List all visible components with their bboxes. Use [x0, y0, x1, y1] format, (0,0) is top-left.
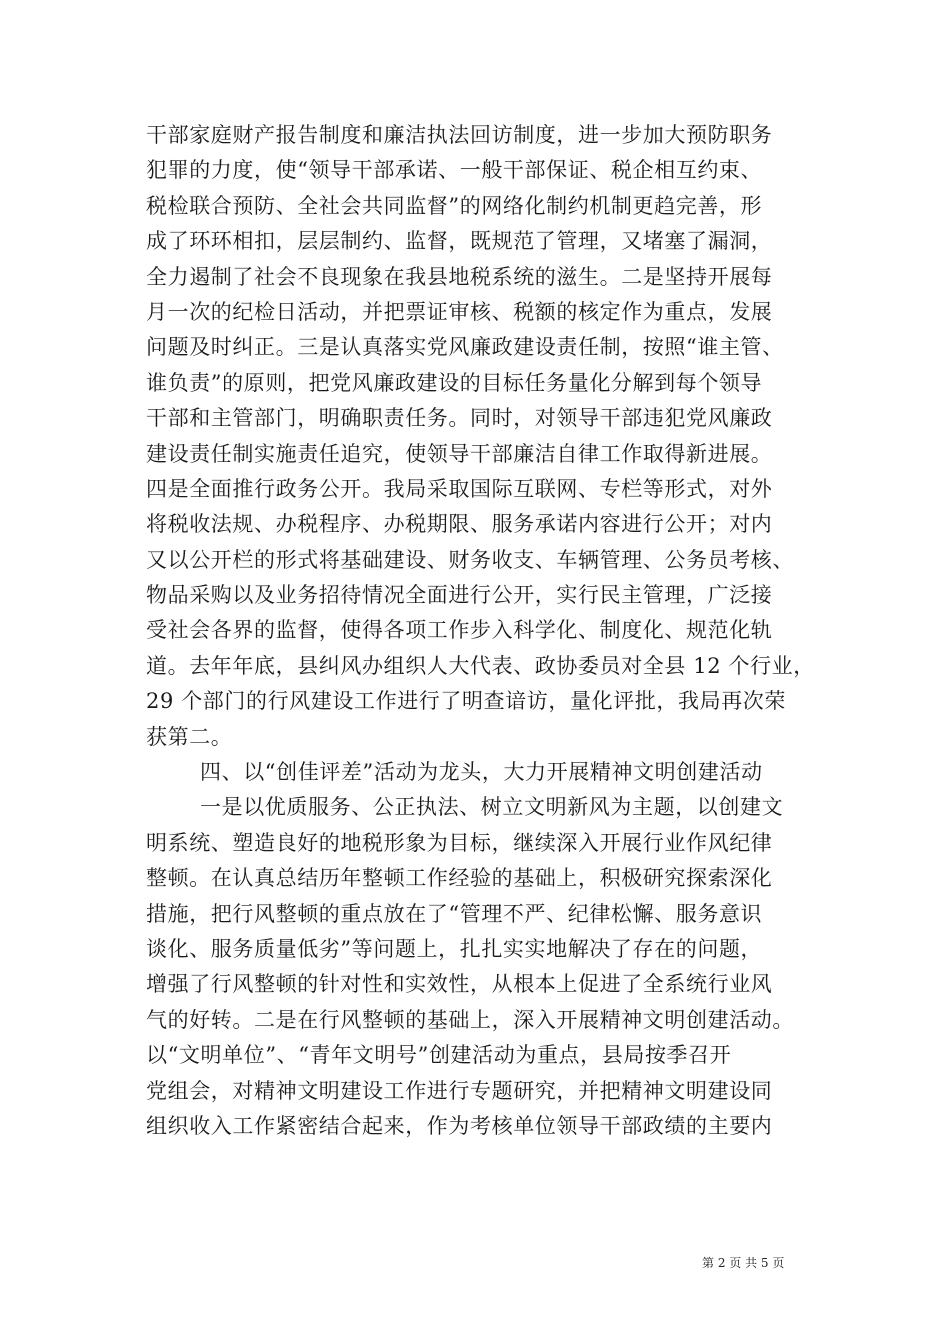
text-line: 增强了行风整顿的针对性和实效性，从根本上促进了全系统行业风	[146, 972, 773, 997]
paragraph-start: 一是以优质服务、公正执法、树立文明新风为主题，以创建文	[200, 795, 784, 820]
text-line: 气的好转。二是在行风整顿的基础上，深入开展精神文明创建活动。	[146, 1007, 794, 1032]
text-line: 措施，把行风整顿的重点放在了“管理不严、纪律松懈、服务意识	[146, 901, 763, 926]
text-line: 干部和主管部门，明确职责任务。同时，对领导干部违犯党风廉政	[146, 406, 773, 431]
text-line: 物品采购以及业务招待情况全面进行公开，实行民主管理，广泛接	[146, 583, 773, 608]
text-line: 整顿。在认真总结历年整顿工作经验的基础上，积极研究探索深化	[146, 866, 773, 891]
text-line: 29 个部门的行风建设工作进行了明查谙访，量化评批，我局再次荣	[146, 689, 786, 714]
text-line: 谁负责”的原则，把党风廉政建设的目标任务量化分解到每个领导	[146, 370, 763, 395]
text-line: 全力遏制了社会不良现象在我县地税系统的滋生。二是坚持开展每	[146, 264, 773, 289]
text-line: 道。去年年底，县纠风办组织人大代表、政协委员对全县 12 个行业，	[146, 653, 815, 678]
text-line: 组织收入工作紧密结合起来，作为考核单位领导干部政绩的主要内	[146, 1113, 773, 1138]
text-line: 又以公开栏的形式将基础建设、财务收支、车辆管理、公务员考核、	[146, 547, 794, 572]
body-text	[146, 118, 818, 1144]
text-line: 月一次的纪检日活动，并把票证审核、税额的核定作为重点，发展	[146, 299, 773, 324]
page-number-footer: 第 2 页 共 5 页	[702, 1256, 785, 1270]
text-line: 税检联合预防、全社会共同监督”的网络化制约机制更趋完善，形	[146, 193, 763, 218]
text-line: 四是全面推行政务公开。我局采取国际互联网、专栏等形式，对外	[146, 476, 773, 501]
text-line: 成了环环相扣，层层制约、监督，既规范了管理，又堵塞了漏洞，	[146, 229, 773, 254]
text-line: 将税收法规、办税程序、办税期限、服务承诺内容进行公开；对内	[146, 512, 773, 537]
text-line: 明系统、塑造良好的地税形象为目标，继续深入开展行业作风纪律	[146, 830, 773, 855]
text-line: 犯罪的力度，使“领导干部承诺、一般干部保证、税企相互约束、	[146, 158, 763, 183]
text-line: 干部家庭财产报告制度和廉洁执法回访制度，进一步加大预防职务	[146, 123, 773, 147]
text-line: 以“文明单位”、“青年文明号”创建活动为重点，县局按季召开	[146, 1043, 732, 1068]
text-line: 受社会各界的监督，使得各项工作步入科学化、制度化、规范化轨	[146, 618, 773, 643]
section-heading: 四、以“创佳评差”活动为龙头，大力开展精神文明创建活动	[200, 760, 763, 785]
text-line: 建设责任制实施责任追究，使领导干部廉洁自律工作取得新进展。	[146, 441, 773, 466]
text-line: 获第二。	[146, 724, 233, 749]
text-line: 谈化、服务质量低劣”等问题上，扎扎实实地解决了存在的问题，	[146, 936, 763, 961]
text-line: 党组会，对精神文明建设工作进行专题研究，并把精神文明建设同	[146, 1078, 773, 1103]
text-line: 问题及时纠正。三是认真落实党风廉政建设责任制，按照“谁主管、	[146, 335, 784, 360]
